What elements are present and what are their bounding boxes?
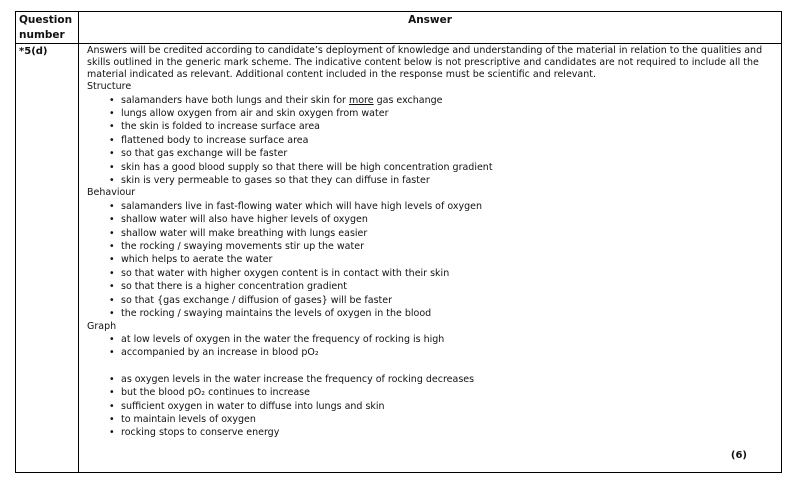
list-item: • so that there is a higher concentration gradient: [121, 280, 777, 293]
underlined-word: more: [348, 94, 374, 106]
structure-list: [87, 94, 777, 188]
intro-paragraph: Answers will be credited according to candidate’s deployment of knowledge and understanding of the material in relation to the qualities and skills outlined in the generic mark scheme. The indicative content below is not prescriptive and candidates are not required to include all the material indicated as relevant. Additional content included in the response must be scientific and relevant.: [87, 45, 763, 80]
list-item: • sufficient oxygen in water to diffuse into lungs and skin: [121, 400, 777, 413]
graph-heading: Graph: [87, 320, 117, 332]
list-item: • to maintain levels of oxygen: [121, 413, 777, 426]
list-item: • shallow water will make breathing with lungs easier: [121, 227, 777, 240]
list-item: • skin is very permeable to gases so that they can diffuse in faster: [121, 174, 777, 187]
list-item: • skin has a good blood supply so that there will be high concentration gradient: [121, 161, 777, 174]
list-item: • so that gas exchange will be faster: [121, 147, 777, 160]
list-item: • the skin is folded to increase surface area: [121, 120, 777, 133]
list-item: • flattened body to increase surface area: [121, 134, 777, 147]
list-item: • so that water with higher oxygen content is in contact with their skin: [121, 267, 777, 280]
header-divider: [16, 43, 781, 44]
answer-content: [87, 45, 777, 440]
list-item-text: gas exchange: [373, 94, 443, 106]
structure-heading: Structure: [87, 81, 132, 92]
list-item: • the rocking / swaying movements stir up the water: [121, 240, 777, 253]
list-item: • which helps to aerate the water: [121, 253, 777, 266]
mark-scheme-table: [15, 11, 782, 473]
graph-list-2: [87, 373, 777, 440]
list-item-text: salamanders have both lungs and their skin for: [121, 94, 349, 106]
list-item: • lungs allow oxygen from air and skin oxygen from water: [121, 107, 777, 120]
list-item: • as oxygen levels in the water increase the frequency of rocking decreases: [121, 373, 777, 386]
question-number: *5(d): [19, 46, 48, 57]
graph-list-1: [87, 333, 777, 360]
list-item: • rocking stops to conserve energy: [121, 426, 777, 439]
list-item: • at low levels of oxygen in the water the frequency of rocking is high: [121, 333, 777, 346]
behaviour-list: [87, 200, 777, 321]
list-item: • the rocking / swaying maintains the levels of oxygen in the blood: [121, 307, 777, 320]
behaviour-heading: Behaviour: [87, 187, 136, 199]
list-item: • shallow water will also have higher levels of oxygen: [121, 213, 777, 226]
column-divider: [78, 12, 79, 472]
list-item: • but the blood pO₂ continues to increase: [121, 386, 777, 399]
marks-total: (6): [730, 450, 747, 461]
list-item: • salamanders live in fast-flowing water which will have high levels of oxygen: [121, 200, 777, 213]
list-item: • accompanied by an increase in blood pO₂: [121, 346, 777, 359]
list-item: • so that {gas exchange / diffusion of gases} will be faster: [121, 294, 777, 307]
answer-header: Answer: [408, 14, 452, 26]
question-number-header: Question number: [19, 14, 73, 41]
list-item: [121, 94, 777, 107]
